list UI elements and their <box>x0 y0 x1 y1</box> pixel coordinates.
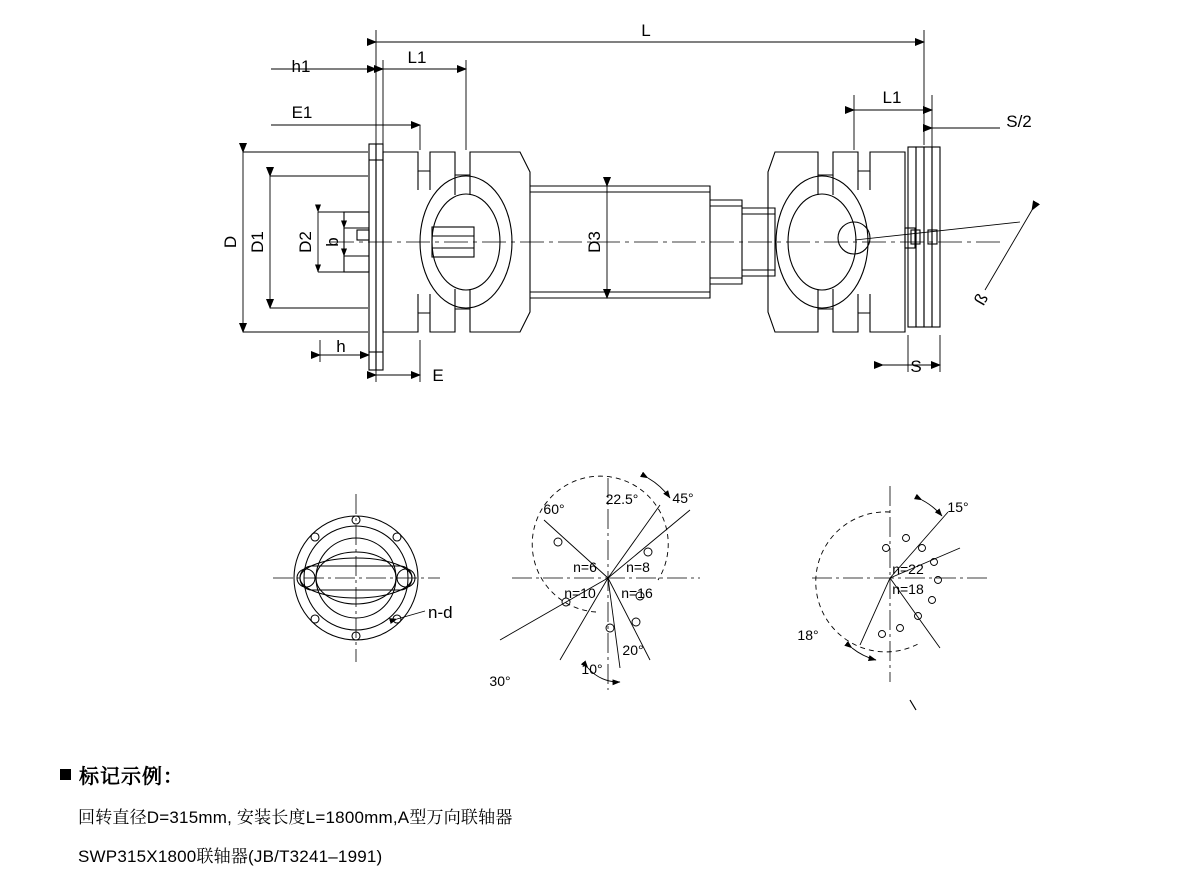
dim-label-L: L <box>641 21 651 40</box>
dim-label-S: S <box>910 357 922 376</box>
angle-label-22-5: 22.5° <box>605 491 639 507</box>
main-view-labels <box>221 21 1032 385</box>
count-label-n10: n=10 <box>564 585 596 601</box>
dim-label-D2: D2 <box>296 231 315 253</box>
flange-callout-n-d: n-d <box>428 603 453 622</box>
dim-label-b: b <box>323 237 342 247</box>
dim-label-h1: h1 <box>291 57 311 76</box>
angle-label-20: 20° <box>622 642 644 658</box>
dim-label-beta: ß <box>970 290 993 309</box>
dim-label-D3: D3 <box>585 231 604 253</box>
marking-example-block <box>60 760 1160 867</box>
count-label-n8: n=8 <box>626 559 650 575</box>
angle-label-15: 15° <box>947 499 969 515</box>
angle-label-30: 30° <box>489 673 511 689</box>
dim-label-h: h <box>336 337 346 356</box>
hole-pattern-middle-labels <box>489 490 693 689</box>
dim-label-L1-left: L1 <box>407 48 427 67</box>
angle-label-60: 60° <box>543 501 565 517</box>
hole-pattern-middle <box>500 476 700 690</box>
count-label-n16: n=16 <box>621 585 653 601</box>
angle-label-45: 45° <box>672 490 694 506</box>
hole-pattern-right-labels <box>797 499 968 643</box>
dim-label-E: E <box>432 366 444 385</box>
angle-label-18: 18° <box>797 627 819 643</box>
hole-pattern-right <box>812 486 990 710</box>
marking-example-line-2: SWP315X1800联轴器(JB/T3241–1991) <box>78 847 383 866</box>
main-assembly-view <box>330 144 1000 370</box>
dim-label-L1-right: L1 <box>882 88 902 107</box>
bullet-square-icon <box>60 769 71 780</box>
marking-example-heading <box>60 760 1160 789</box>
count-label-n6: n=6 <box>573 559 597 575</box>
dimension-lines <box>243 30 1032 382</box>
marking-example-title: 标记示例： <box>79 766 184 788</box>
flange-face-view <box>273 494 440 662</box>
dim-label-S-half: S/2 <box>1006 112 1032 131</box>
dim-label-D1: D1 <box>248 231 267 253</box>
count-label-n22: n=22 <box>892 561 924 577</box>
count-label-n18: n=18 <box>892 581 924 597</box>
dim-label-E1: E1 <box>291 103 313 122</box>
marking-example-line-1: 回转直径D=315mm, 安装长度L=1800mm,A型万向联轴器 <box>78 808 513 827</box>
angle-label-10: 10° <box>581 661 603 677</box>
dim-label-D: D <box>221 235 240 249</box>
